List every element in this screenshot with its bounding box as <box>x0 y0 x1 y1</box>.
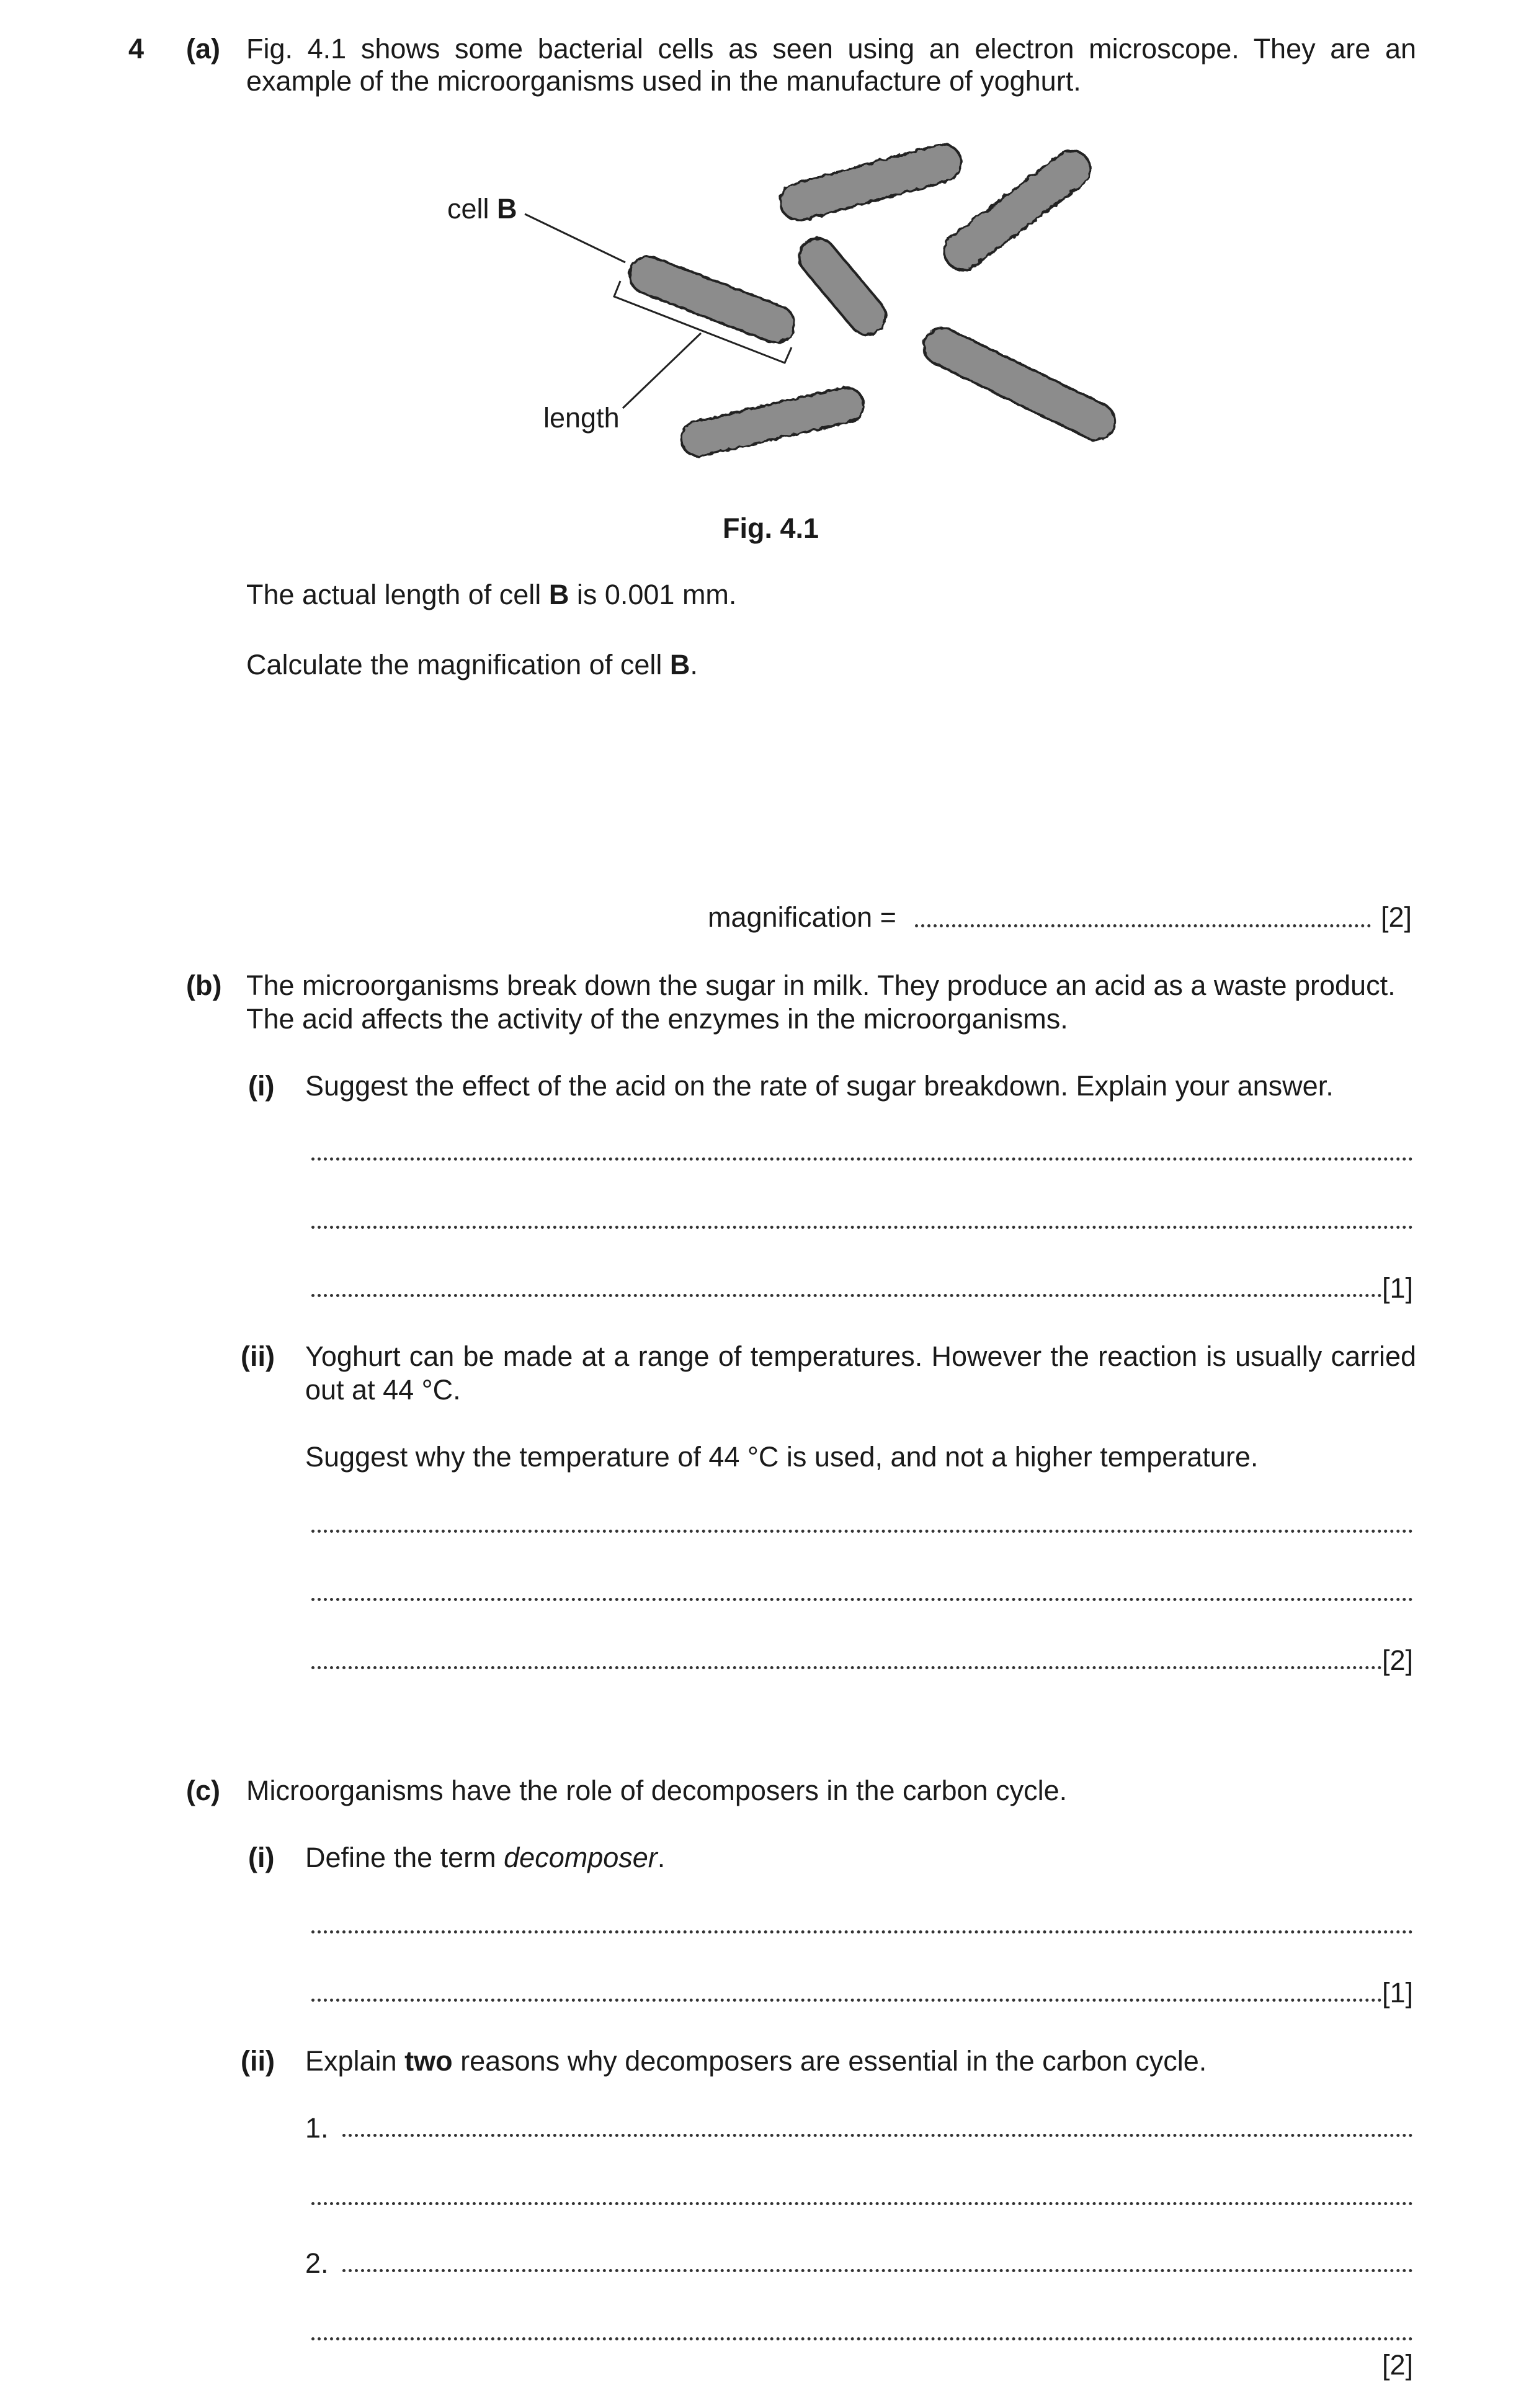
part-c-ii-item-1-line-2[interactable] <box>311 2202 1413 2205</box>
part-a-label: (a) <box>186 33 220 65</box>
part-b-ii-line1: Yoghurt can be made at a range of temperatures. However the reaction is usually carried <box>305 1340 1416 1372</box>
part-b-i-text: Suggest the effect of the acid on the rate of sugar breakdown. Explain your answer. <box>305 1070 1334 1102</box>
magnification-answer-line[interactable] <box>915 924 1371 927</box>
part-b-ii-label: (ii) <box>241 1340 275 1372</box>
cell-b-label: cell B <box>447 193 517 225</box>
part-b-ii-marks: [2] <box>1382 1644 1414 1676</box>
part-b-line2: The acid affects the activity of the enzymes in the microorganisms. <box>246 1003 1068 1035</box>
part-b-ii-answer-line-3[interactable] <box>311 1666 1382 1669</box>
part-b-i-label: (i) <box>248 1070 275 1102</box>
part-c-i-marks: [1] <box>1382 1977 1414 2009</box>
part-a-intro-line2: example of the microorganisms used in the manufacture of yoghurt. <box>246 65 1081 97</box>
length-leader-line <box>623 333 701 408</box>
part-c-i-label: (i) <box>248 1842 275 1873</box>
question-number: 4 <box>128 33 145 65</box>
part-a-intro-line1: Fig. 4.1 shows some bacterial cells as seen using an electron microscope. They are an <box>246 33 1416 65</box>
calculate-instruction: Calculate the magnification of cell B. <box>246 649 698 680</box>
cell-b-leader-line <box>525 214 625 262</box>
part-c-ii-item-2-line-2[interactable] <box>311 2337 1413 2340</box>
part-c-ii-item-2-number: 2. <box>305 2247 329 2279</box>
part-c-i-answer-line-1[interactable] <box>311 1930 1413 1933</box>
part-b-i-answer-line-1[interactable] <box>311 1157 1413 1161</box>
part-c-ii-item-2-line-1[interactable] <box>342 2269 1413 2272</box>
part-b-ii-line2: out at 44 °C. <box>305 1374 461 1406</box>
part-b-ii-answer-line-2[interactable] <box>311 1598 1413 1601</box>
part-b-label: (b) <box>186 970 222 1001</box>
part-b-line1: The microorganisms break down the sugar in milk. They produce an acid as a waste product. <box>246 970 1396 1001</box>
part-c-text: Microorganisms have the role of decomposers in the carbon cycle. <box>246 1775 1068 1806</box>
bacteria-figure <box>0 0 1539 558</box>
part-c-i-text: Define the term decomposer. <box>305 1842 666 1873</box>
part-b-i-marks: [1] <box>1382 1272 1414 1304</box>
part-a-marks: [2] <box>1381 901 1412 933</box>
part-c-i-answer-line-2[interactable] <box>311 1999 1382 2002</box>
part-c-ii-text: Explain two reasons why decomposers are essential in the carbon cycle. <box>305 2045 1207 2077</box>
part-b-i-answer-line-2[interactable] <box>311 1226 1413 1229</box>
part-b-ii-prompt: Suggest why the temperature of 44 °C is used, and not a higher temperature. <box>305 1441 1259 1473</box>
bacterium-top-1 <box>776 140 965 225</box>
magnification-label: magnification = <box>708 901 896 933</box>
part-c-ii-item-1-line-1[interactable] <box>342 2134 1413 2137</box>
part-b-ii-answer-line-1[interactable] <box>311 1530 1413 1533</box>
part-c-ii-marks: [2] <box>1382 2349 1414 2381</box>
figure-caption: Fig. 4.1 <box>723 512 819 544</box>
actual-length-statement: The actual length of cell B is 0.001 mm. <box>246 579 737 610</box>
part-c-label: (c) <box>186 1775 220 1806</box>
bacterium-right <box>917 321 1121 446</box>
part-c-ii-label: (ii) <box>241 2045 275 2077</box>
bacterium-bottom <box>678 384 867 460</box>
bacterium-middle <box>792 231 893 342</box>
part-c-ii-item-1-number: 1. <box>305 2112 329 2144</box>
length-label: length <box>543 402 620 434</box>
bacterium-cell-b <box>625 251 800 348</box>
part-b-i-answer-line-3[interactable] <box>311 1294 1382 1297</box>
